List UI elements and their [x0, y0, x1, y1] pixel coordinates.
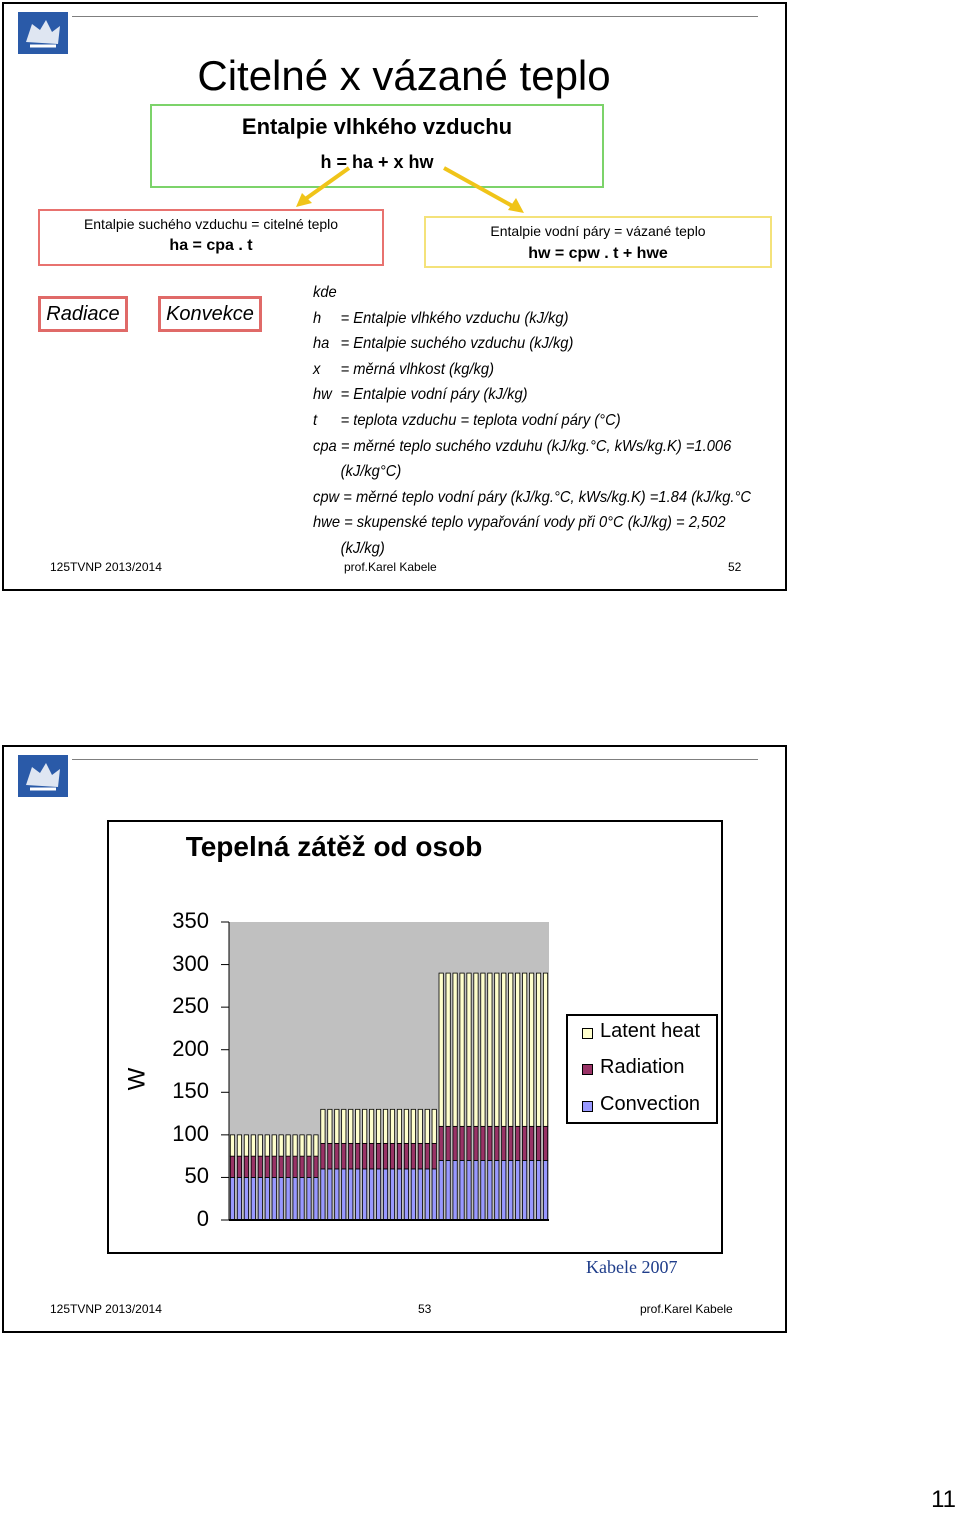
bar-segment-radiation [369, 1143, 373, 1169]
cpa-definition-cont: (kJ/kg°C) [340, 463, 402, 481]
bar-segment-convection [404, 1169, 408, 1220]
bar-segment-latent [328, 1109, 332, 1143]
definition-text: = Entalpie vodní páry (kJ/kg) [340, 386, 528, 404]
legend-swatch-radiation [582, 1064, 593, 1075]
bar-segment-latent [390, 1109, 394, 1143]
bar-segment-convection [446, 1160, 450, 1220]
bar-segment-radiation [265, 1156, 269, 1177]
bar-segment-radiation [328, 1143, 332, 1169]
bar-segment-radiation [488, 1126, 492, 1160]
bar-segment-radiation [244, 1156, 248, 1177]
legend-label-convection: Convection [600, 1093, 701, 1115]
definition-symbol: h [313, 309, 322, 327]
definition-symbol: ha [313, 335, 330, 353]
water-vapor-enthalpy-title: Entalpie vodní páry = vázané teplo [490, 223, 706, 239]
bar-segment-convection [237, 1177, 241, 1220]
bar-segment-latent [502, 973, 506, 1126]
bar-segment-convection [509, 1160, 513, 1220]
definitions-intro: kde [313, 284, 337, 301]
bar-segment-convection [349, 1169, 353, 1220]
y-tick-label: 100 [172, 1120, 209, 1146]
bar-segment-convection [335, 1169, 339, 1220]
water-vapor-enthalpy-formula: hw = cpw . t + hwe [528, 245, 668, 262]
bar-segment-convection [467, 1160, 471, 1220]
bar-segment-convection [342, 1169, 346, 1220]
bar-segment-latent [265, 1135, 269, 1156]
bar-segment-latent [335, 1109, 339, 1143]
bar-segment-radiation [446, 1126, 450, 1160]
radiace-label: Radiace [38, 296, 128, 332]
bar-segment-latent [300, 1135, 304, 1156]
hwe-definition-cont: (kJ/kg) [340, 539, 385, 557]
bar-segment-convection [516, 1160, 520, 1220]
definition-symbol: x [313, 360, 321, 378]
bar-segment-convection [481, 1160, 485, 1220]
bar-segment-convection [362, 1169, 366, 1220]
bar-segment-radiation [293, 1156, 297, 1177]
bar-segment-convection [272, 1177, 276, 1220]
bar-segment-radiation [321, 1143, 325, 1169]
bar-segment-latent [467, 973, 471, 1126]
bar-segment-radiation [272, 1156, 276, 1177]
bar-segment-convection [376, 1169, 380, 1220]
definition-symbol: t [313, 411, 318, 429]
bar-segment-radiation [418, 1143, 422, 1169]
bar-segment-radiation [307, 1156, 311, 1177]
dry-air-enthalpy-formula: ha = cpa . t [169, 237, 253, 254]
bar-segment-latent [293, 1135, 297, 1156]
legend-label-latent: Latent heat [600, 1020, 701, 1042]
bar-segment-convection [522, 1160, 526, 1220]
bar-segment-convection [543, 1160, 547, 1220]
bar-segment-latent [258, 1135, 262, 1156]
bar-segment-convection [265, 1177, 269, 1220]
bar-segment-radiation [432, 1143, 436, 1169]
bar-segment-convection [279, 1177, 283, 1220]
bar-segment-radiation [342, 1143, 346, 1169]
bar-segment-convection [390, 1169, 394, 1220]
bar-segment-latent [356, 1109, 360, 1143]
bar-segment-convection [258, 1177, 262, 1220]
bar-segment-radiation [383, 1143, 387, 1169]
bar-segment-latent [432, 1109, 436, 1143]
bar-segment-latent [529, 973, 533, 1126]
cpa-definition: cpa = měrné teplo suchého vzduhu (kJ/kg.°C, kWs/kg.K) =1.006 [313, 437, 732, 455]
bar-segment-radiation [495, 1126, 499, 1160]
bar-segment-latent [314, 1135, 318, 1156]
bar-segment-convection [286, 1177, 290, 1220]
bar-segment-radiation [335, 1143, 339, 1169]
bar-segment-latent [230, 1135, 234, 1156]
y-tick-label: 250 [172, 993, 209, 1019]
bar-segment-radiation [460, 1126, 464, 1160]
bar-segment-radiation [300, 1156, 304, 1177]
bar-segment-latent [349, 1109, 353, 1143]
bar-segment-latent [321, 1109, 325, 1143]
y-tick-label: 50 [184, 1163, 209, 1189]
bar-segment-radiation [502, 1126, 506, 1160]
slide-53 [2, 745, 787, 1333]
bar-segment-latent [536, 973, 540, 1126]
bar-segment-latent [369, 1109, 373, 1143]
y-tick-label: 150 [172, 1078, 209, 1104]
bar-segment-convection [307, 1177, 311, 1220]
bar-segment-latent [244, 1135, 248, 1156]
bar-segment-convection [397, 1169, 401, 1220]
footer-course: 125TVNP 2013/2014 [50, 560, 162, 574]
definition-row [313, 331, 745, 357]
bar-segment-latent [425, 1109, 429, 1143]
bar-segment-radiation [349, 1143, 353, 1169]
legend-swatch-latent [582, 1028, 593, 1039]
bar-segment-convection [328, 1169, 332, 1220]
bar-segment-radiation [474, 1126, 478, 1160]
bar-segment-radiation [425, 1143, 429, 1169]
bar-segment-latent [251, 1135, 255, 1156]
definition-symbol: hw [313, 386, 332, 404]
bar-segment-convection [230, 1177, 234, 1220]
bar-segment-convection [460, 1160, 464, 1220]
bar-segment-convection [495, 1160, 499, 1220]
bar-segment-latent [460, 973, 464, 1126]
bar-segment-latent [488, 973, 492, 1126]
moist-air-enthalpy-title: Entalpie vlhkého vzduchu [241, 114, 513, 139]
page-number: 11 [931, 1486, 956, 1513]
y-tick-label: 300 [172, 950, 209, 976]
bar-segment-convection [244, 1177, 248, 1220]
bar-segment-latent [495, 973, 499, 1126]
bar-segment-radiation [356, 1143, 360, 1169]
slide-52 [2, 2, 787, 591]
moist-air-enthalpy-formula: h = ha + x hw [320, 152, 434, 172]
bar-segment-radiation [516, 1126, 520, 1160]
bar-segment-radiation [522, 1126, 526, 1160]
bar-segment-latent [376, 1109, 380, 1143]
bar-segment-radiation [467, 1126, 471, 1160]
bar-segment-convection [488, 1160, 492, 1220]
bar-segment-latent [481, 973, 485, 1126]
bar-segment-radiation [362, 1143, 366, 1169]
bar-segment-convection [439, 1160, 443, 1220]
footer-author: prof.Karel Kabele [344, 560, 437, 574]
bar-segment-latent [404, 1109, 408, 1143]
footer-slide-number: 53 [418, 1302, 432, 1316]
bar-segment-latent [474, 973, 478, 1126]
bar-segment-convection [432, 1169, 436, 1220]
definition-text: = měrná vlhkost (kg/kg) [340, 360, 494, 378]
bar-segment-latent [509, 973, 513, 1126]
bar-segment-convection [251, 1177, 255, 1220]
bar-segment-radiation [237, 1156, 241, 1177]
bar-segment-latent [342, 1109, 346, 1143]
slide-title: Citelné x vázané teplo [197, 52, 611, 99]
y-tick-label: 350 [172, 908, 209, 933]
stacked-bar-chart [4, 747, 784, 1247]
bar-segment-latent [383, 1109, 387, 1143]
bar-segment-radiation [509, 1126, 513, 1160]
bar-segment-radiation [230, 1156, 234, 1177]
bar-segment-radiation [529, 1126, 533, 1160]
bar-segment-radiation [404, 1143, 408, 1169]
definition-text: = Entalpie suchého vzduchu (kJ/kg) [340, 335, 574, 353]
definition-row [313, 408, 745, 434]
bar-segment-latent [446, 973, 450, 1126]
bar-segment-convection [293, 1177, 297, 1220]
chart-credit: Kabele 2007 [586, 1257, 678, 1277]
bar-segment-radiation [397, 1143, 401, 1169]
bar-segment-convection [418, 1169, 422, 1220]
legend-swatch-convection [582, 1101, 593, 1112]
bar-segment-convection [474, 1160, 478, 1220]
bar-segment-latent [453, 973, 457, 1126]
bar-segment-convection [536, 1160, 540, 1220]
dry-air-enthalpy-box [38, 209, 384, 266]
bar-segment-latent [279, 1135, 283, 1156]
bar-segment-radiation [258, 1156, 262, 1177]
bar-segment-radiation [251, 1156, 255, 1177]
bar-segment-latent [439, 973, 443, 1126]
bar-segment-radiation [314, 1156, 318, 1177]
bar-segment-convection [356, 1169, 360, 1220]
definition-text: = teplota vzduchu = teplota vodní páry (°C) [340, 411, 621, 429]
bar-segment-latent [543, 973, 547, 1126]
bar-segment-convection [411, 1169, 415, 1220]
bar-segment-latent [237, 1135, 241, 1156]
bar-segment-radiation [286, 1156, 290, 1177]
footer-slide-number: 52 [728, 560, 742, 574]
chart-title: Tepelná zátěž od osob [185, 831, 483, 862]
y-tick-label: 200 [172, 1035, 209, 1061]
hwe-definition: hwe = skupenské teplo vypařování vody při 0°C (kJ/kg) = 2,502 [313, 514, 726, 532]
bar-segment-latent [362, 1109, 366, 1143]
bar-segment-latent [522, 973, 526, 1126]
konvekce-label: Konvekce [158, 296, 262, 332]
bar-segment-radiation [453, 1126, 457, 1160]
definition-row [313, 382, 745, 408]
bar-segment-latent [307, 1135, 311, 1156]
bar-segment-radiation [390, 1143, 394, 1169]
bar-segment-convection [369, 1169, 373, 1220]
plot-area [229, 922, 549, 1220]
definition-row [313, 306, 745, 332]
bar-segment-radiation [279, 1156, 283, 1177]
bar-segment-convection [321, 1169, 325, 1220]
bar-segment-latent [411, 1109, 415, 1143]
bar-segment-latent [397, 1109, 401, 1143]
bar-segment-convection [529, 1160, 533, 1220]
bar-segment-radiation [411, 1143, 415, 1169]
bar-segment-convection [453, 1160, 457, 1220]
bar-segment-latent [286, 1135, 290, 1156]
bar-segment-convection [425, 1169, 429, 1220]
bar-segment-radiation [439, 1126, 443, 1160]
bar-segment-latent [272, 1135, 276, 1156]
definition-row [313, 357, 745, 383]
bar-segment-latent [418, 1109, 422, 1143]
water-vapor-enthalpy-box [424, 216, 772, 268]
chart-legend [566, 1014, 718, 1124]
y-tick-label: 0 [196, 1206, 209, 1231]
y-axis-label: W [123, 1067, 151, 1091]
legend-label-radiation: Radiation [600, 1056, 685, 1078]
bar-segment-radiation [536, 1126, 540, 1160]
definition-text: = Entalpie vlhkého vzduchu (kJ/kg) [340, 309, 569, 327]
footer-course: 125TVNP 2013/2014 [50, 1302, 162, 1316]
bar-segment-convection [383, 1169, 387, 1220]
bar-segment-radiation [481, 1126, 485, 1160]
bar-segment-convection [300, 1177, 304, 1220]
bar-segment-latent [516, 973, 520, 1126]
cpw-definition: cpw = měrné teplo vodní páry (kJ/kg.°C, kWs/kg.K) =1.84 (kJ/kg.°C [313, 488, 751, 506]
bar-segment-convection [502, 1160, 506, 1220]
bar-segment-convection [314, 1177, 318, 1220]
footer-author: prof.Karel Kabele [640, 1302, 733, 1316]
bar-segment-radiation [543, 1126, 547, 1160]
bar-segment-radiation [376, 1143, 380, 1169]
dry-air-enthalpy-title: Entalpie suchého vzduchu = citelné teplo [83, 216, 339, 232]
definitions-list [313, 280, 751, 562]
